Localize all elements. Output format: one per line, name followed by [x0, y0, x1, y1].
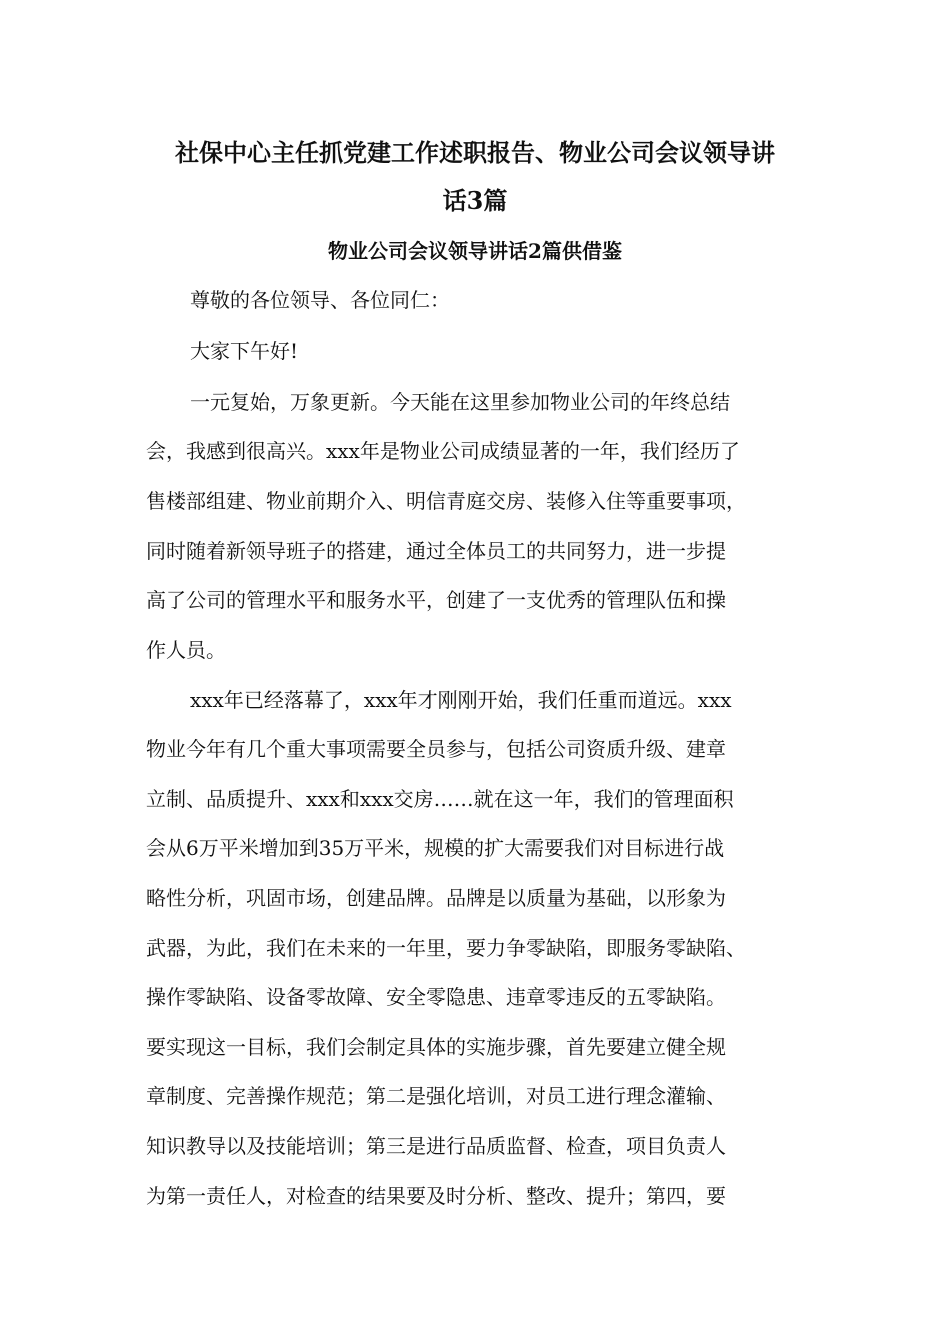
paragraph-1-line-6: 作人员。 [146, 638, 226, 662]
paragraph-2-line-4: 会从6万平米增加到35万平米，规模的扩大需要我们对目标进行战 [146, 836, 725, 860]
paragraph-2-line-8: 要实现这一目标，我们会制定具体的实施步骤，首先要建立健全规 [146, 1035, 726, 1059]
paragraph-2-line-2: 物业今年有几个重大事项需要全员参与，包括公司资质升级、建章 [146, 737, 726, 761]
paragraph-2-line-10: 知识教导以及技能培训；第三是进行品质监督、检查，项目负责人 [146, 1134, 726, 1158]
paragraph-1-line-4: 同时随着新领导班子的搭建，通过全体员工的共同努力，进一步提 [146, 539, 726, 563]
paragraph-1-line-3: 售楼部组建、物业前期介入、明信青庭交房、装修入住等重要事项， [146, 489, 746, 513]
document-title-line-1: 社保中心主任抓党建工作述职报告、物业公司会议领导讲 [175, 138, 775, 167]
paragraph-1-line-1: 一元复始，万象更新。今天能在这里参加物业公司的年终总结 [190, 390, 730, 414]
paragraph-2-line-7: 操作零缺陷、设备零故障、安全零隐患、违章零违反的五零缺陷。 [146, 985, 726, 1009]
paragraph-2-line-5: 略性分析，巩固市场，创建品牌。品牌是以质量为基础，以形象为 [146, 886, 726, 910]
paragraph-2-line-9: 章制度、完善操作规范；第二是强化培训，对员工进行理念灌输、 [146, 1084, 726, 1108]
paragraph-2-line-11: 为第一责任人，对检查的结果要及时分析、整改、提升；第四，要 [146, 1184, 726, 1208]
document-title-line-2: 话3篇 [442, 186, 508, 215]
paragraph-2-line-1: xxx年已经落幕了，xxx年才刚刚开始，我们任重而道远。xxx [190, 688, 732, 712]
salutation-line: 大家下午好! [190, 339, 299, 363]
paragraph-2-line-6: 武器，为此，我们在未来的一年里，要力争零缺陷，即服务零缺陷、 [146, 936, 746, 960]
paragraph-2-line-3: 立制、品质提升、xxx和xxx交房……就在这一年，我们的管理面积 [146, 787, 734, 811]
document-subtitle: 物业公司会议领导讲话2篇供借鉴 [328, 239, 622, 263]
greeting-line: 尊敬的各位领导、各位同仁： [190, 288, 450, 312]
paragraph-1-line-5: 高了公司的管理水平和服务水平，创建了一支优秀的管理队伍和操 [146, 588, 726, 612]
paragraph-1-line-2: 会，我感到很高兴。xxx年是物业公司成绩显著的一年，我们经历了 [146, 439, 740, 463]
